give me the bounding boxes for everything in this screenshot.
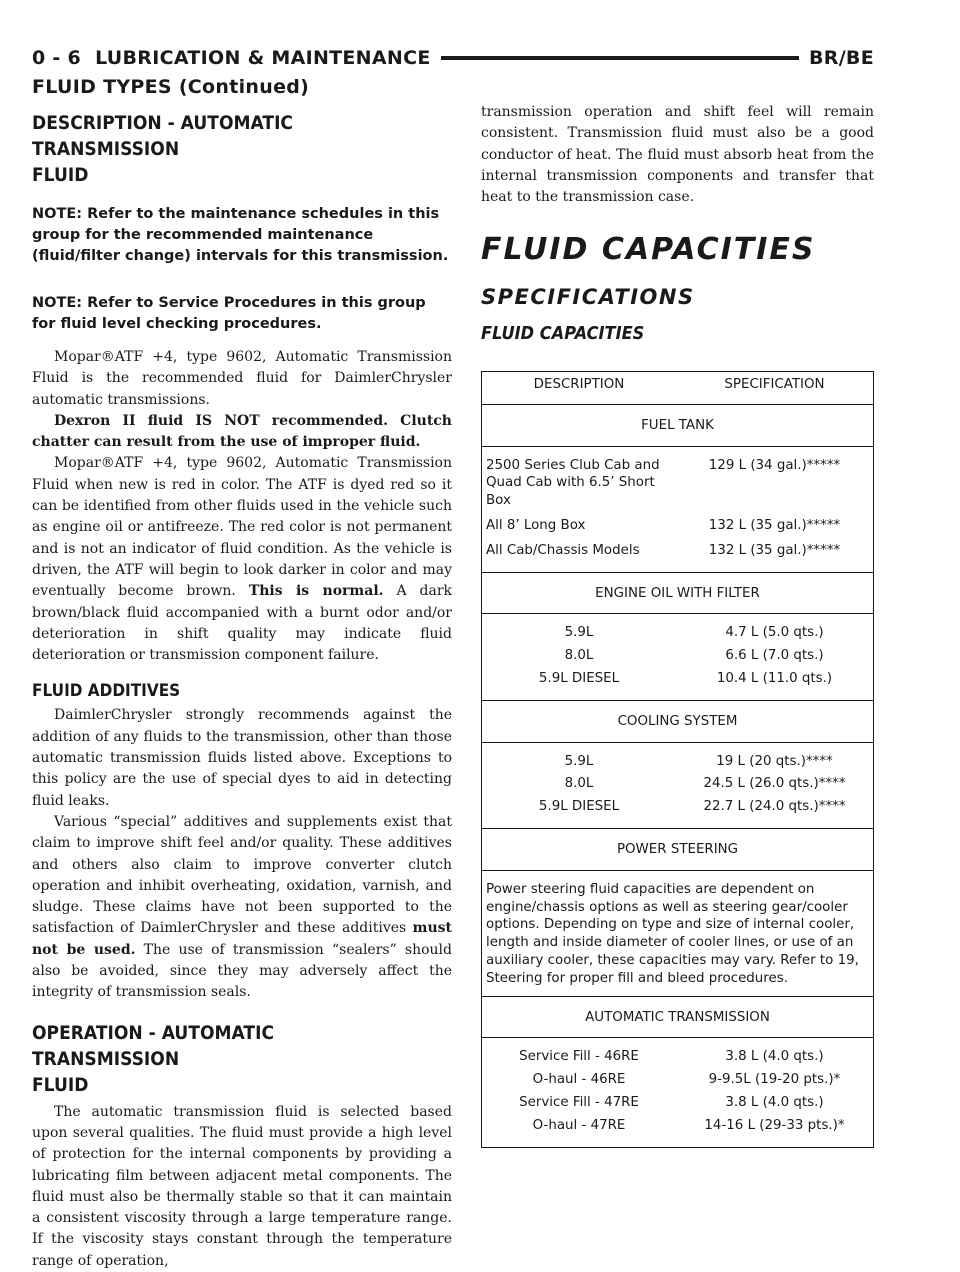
row-spec: 14-16 L (29-33 pts.)* (704, 1117, 845, 1133)
row-spec: 132 L (35 gal.)***** (708, 517, 841, 533)
fluid-color-text: Mopar®ATF +4, type 9602, Automatic Transmission Fluid when new is red in color. The ATF is dyed red so it can be identified from other fluids used in the vehicle such as engine oil or antifreeze. The red color is not permanent and is not an indicator of fluid condition. As the vehicle is driven, the ATF will begin to look darker in color and may eventually become brown. (32, 455, 452, 600)
table-row (482, 540, 874, 572)
fluid-capacities-subtitle: FLUID CAPACITIES (481, 323, 645, 345)
additives-bold: must not be used. (32, 920, 452, 958)
right-column (481, 102, 874, 344)
row-spec: 4.7 L (5.0 qts.) (725, 625, 824, 641)
table-row (482, 1038, 874, 1069)
row-spec: 9-9.5L (19-20 pts.)* (708, 1072, 841, 1088)
row-spec: 3.8 L (4.0 qts.) (725, 1094, 824, 1110)
paragraph-operation: The automatic transmission fluid is selected based upon several qualities. The fluid must provide a high level of protection for the internal components by providing a lubricating film between adjacent metal components. The fluid must also be thermally stable so that it can maintain a consistent viscosity through a large temperature range. If the viscosity stays constant through the temperature range of operation, (32, 1103, 452, 1269)
model-code: BR/BE (808, 47, 874, 69)
section-engine-oil (482, 572, 874, 614)
row-desc: 5.9L DIESEL (538, 670, 620, 686)
col-specification-header: SPECIFICATION (724, 377, 825, 392)
table-header-row (482, 372, 874, 405)
engine-oil-label: ENGINE OIL WITH FILTER (482, 572, 874, 614)
table-row (482, 515, 874, 540)
row-desc: 8.0L (564, 648, 594, 664)
table-row (482, 773, 874, 796)
paragraph-fluid-color (32, 453, 452, 666)
note-maintenance: NOTE: Refer to the maintenance schedules in this group for the recommended maintenance (fluid/filter change) intervals for this transmission. (32, 206, 449, 264)
row-spec: 6.6 L (7.0 qts.) (725, 648, 824, 664)
page-number: 0 - 6 (32, 47, 82, 69)
section-title: LUBRICATION & MAINTENANCE (95, 47, 431, 69)
fuel-tank-label: FUEL TANK (482, 404, 874, 446)
power-steering-note-row (482, 870, 874, 996)
paragraph-special-additives (32, 812, 452, 1004)
row-spec: 10.4 L (11.0 qts.) (716, 670, 833, 686)
row-desc: 2500 Series Club Cab and Quad Cab with 6.5’ Short Box (486, 457, 660, 509)
note-service-procedures: NOTE: Refer to Service Procedures in this group for fluid level checking procedures. (32, 295, 426, 332)
operation-heading-line1: OPERATION - AUTOMATIC TRANSMISSION (32, 1021, 275, 1070)
table-row (482, 1115, 874, 1147)
row-spec: 19 L (20 qts.)**** (716, 753, 833, 769)
row-spec: 22.7 L (24.0 qts.)**** (703, 799, 846, 815)
row-desc: 5.9L DIESEL (538, 799, 620, 815)
row-spec: 132 L (35 gal.)***** (708, 542, 841, 558)
power-steering-label: POWER STEERING (482, 828, 874, 870)
col-description-header: DESCRIPTION (533, 377, 625, 392)
additives-heading: FLUID ADDITIVES (32, 681, 181, 702)
row-desc: Service Fill - 47RE (519, 1094, 639, 1110)
continued-heading: FLUID TYPES (Continued) (32, 76, 310, 98)
description-heading-line2: FLUID (32, 164, 89, 186)
row-desc: Service Fill - 46RE (519, 1049, 639, 1065)
section-automatic-transmission (482, 996, 874, 1038)
row-spec: 3.8 L (4.0 qts.) (725, 1049, 824, 1065)
table-row (482, 446, 874, 515)
paragraph-dexron-warning: Dexron II fluid IS NOT recommended. Clutch chatter can result from the use of improper fluid. (32, 412, 452, 451)
fluid-color-bold: This is normal. (248, 583, 384, 600)
specifications-title: SPECIFICATIONS (481, 285, 695, 310)
fluid-capacities-title: FLUID CAPACITIES (481, 232, 816, 268)
row-spec: 24.5 L (26.0 qts.)**** (703, 776, 846, 792)
table-row (482, 668, 874, 700)
fluid-color-text-2: A dark brown/black fluid accompanied with a burnt odor and/or deterioration in shift quality may indicate fluid deterioration or transmission component failure. (32, 583, 453, 664)
section-power-steering (482, 828, 874, 870)
operation-heading (32, 1020, 410, 1098)
section-cooling-system (482, 700, 874, 742)
table-row (482, 742, 874, 773)
table-row (482, 1092, 874, 1115)
row-desc: O-haul - 46RE (532, 1072, 626, 1088)
row-desc: 5.9L (564, 625, 594, 641)
page-header (32, 44, 874, 72)
paragraph-mopar-recommended: Mopar®ATF +4, type 9602, Automatic Transmission Fluid is the recommended fluid for DaimlerChrysler automatic transmissions. (32, 349, 452, 408)
row-desc: 8.0L (564, 776, 594, 792)
row-desc: 5.9L (564, 753, 594, 769)
left-column (32, 110, 452, 1272)
row-desc: All 8’ Long Box (486, 517, 586, 533)
table-row (482, 796, 874, 828)
table-row (482, 614, 874, 645)
additives-text-2: The use of transmission “sealers” should also be avoided, since they may adversely affect the integrity of transmission seals. (32, 941, 453, 1001)
additives-text: Various “special” additives and supplements exist that claim to improve shift feel and/or quality. These additives and others also claim to improve converter clutch operation and inhibit overheating, oxidation, varnish, and sludge. These claims have not been supported to the satisfaction of DaimlerChrysler and these additives (32, 813, 452, 937)
row-spec: 129 L (34 gal.)***** (708, 457, 841, 473)
description-heading (32, 110, 410, 188)
cooling-system-label: COOLING SYSTEM (482, 700, 874, 742)
section-fuel-tank (482, 404, 874, 446)
table-row (482, 645, 874, 668)
paragraph-operation-continued: transmission operation and shift feel will remain consistent. Transmission fluid must also be a good conductor of heat. The fluid must absorb heat from the internal transmission components and transfer that heat to the transmission case. (481, 104, 874, 206)
power-steering-note: Power steering fluid capacities are dependent on engine/chassis options as well as steering gear/cooler options. Depending on type and size of internal cooler, length and inside diameter of cooler lines, or use of an auxiliary cooler, these capacities may vary. Refer to 19, Steering for proper fill and bleed procedures. (482, 870, 874, 996)
operation-heading-line2: FLUID (32, 1073, 89, 1096)
row-desc: O-haul - 47RE (532, 1117, 626, 1133)
fluid-capacities-table (481, 371, 874, 1148)
header-rule (441, 56, 799, 60)
row-desc: All Cab/Chassis Models (486, 542, 640, 558)
automatic-transmission-label: AUTOMATIC TRANSMISSION (482, 996, 874, 1038)
paragraph-additives-policy: DaimlerChrysler strongly recommends against the addition of any fluids to the transmission, other than those automatic transmission fluids listed above. Exceptions to this policy are the use of special dyes to aid in detecting fluid leaks. (32, 707, 452, 809)
table-row (482, 1069, 874, 1092)
description-heading-line1: DESCRIPTION - AUTOMATIC TRANSMISSION (32, 112, 293, 160)
